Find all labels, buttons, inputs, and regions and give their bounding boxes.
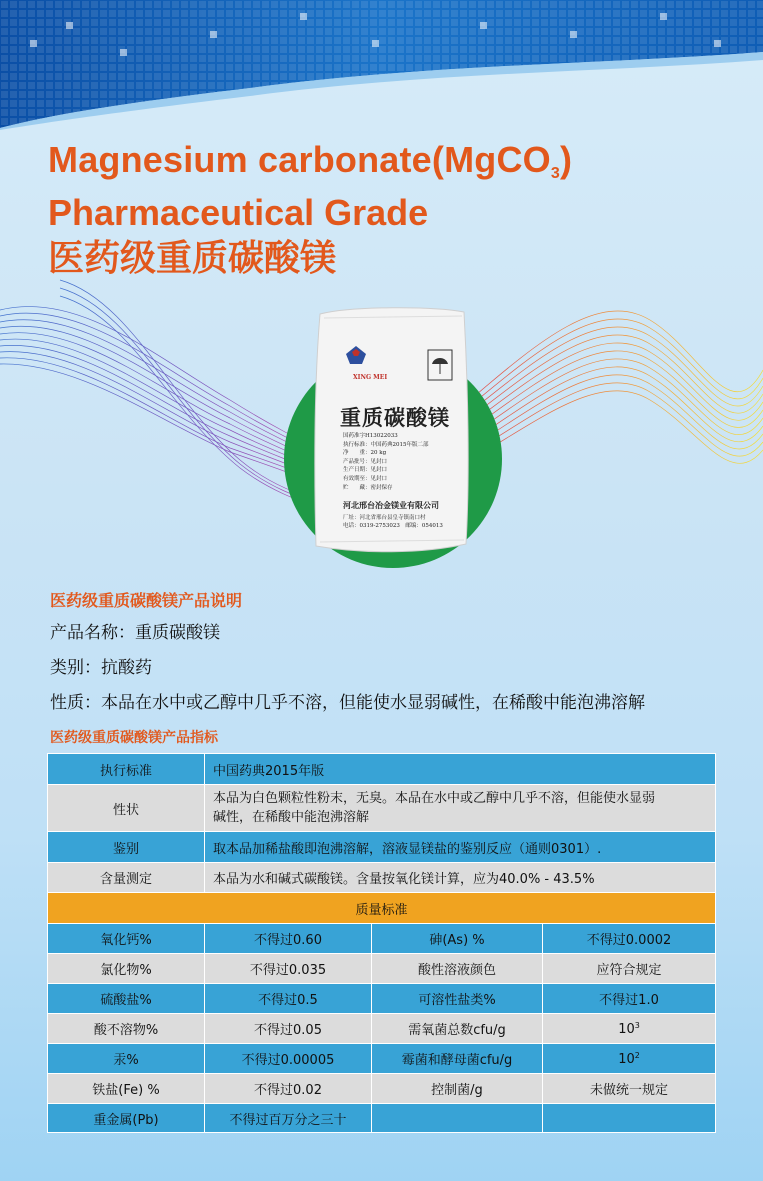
cell: 不得过0.02 (205, 1074, 372, 1104)
table-row (48, 863, 716, 893)
bag-product-name: 重质碳酸镁 (340, 405, 450, 430)
quality-header: 质量标准 (48, 893, 716, 924)
table-row (48, 954, 716, 984)
spec-heading: 医药级重质碳酸镁产品指标 (50, 730, 218, 746)
bag-brand: XING MEI (353, 374, 388, 381)
cell: 不得过0.0002 (543, 924, 716, 954)
cell: 霉菌和酵母菌cfu/g (372, 1044, 543, 1074)
cell: 不得过0.05 (205, 1014, 372, 1044)
product-name-text: 产品名称：重质碳酸镁 (50, 623, 220, 643)
bag-address: 厂址：河北省邢台县皇寺镇南口村 电话：0319-2753023 邮编：054013 (343, 515, 443, 529)
row-label: 含量测定 (48, 863, 205, 893)
cell: 不得过0.00005 (205, 1044, 372, 1074)
table-row (48, 1044, 716, 1074)
table-row (48, 1014, 716, 1044)
table-row (48, 984, 716, 1014)
spec-table (47, 753, 716, 1133)
description-heading: 医药级重质碳酸镁产品说明 (50, 591, 243, 610)
cell: 铁盐(Fe) % (48, 1074, 205, 1104)
cell: $10^2$ (543, 1044, 716, 1074)
cell: 氯化物% (48, 954, 205, 984)
cell: 不得过0.60 (205, 924, 372, 954)
title-english-line1: Magnesium carbonate(MgCO$_3$) (48, 139, 573, 182)
table-row (48, 924, 716, 954)
table-row (48, 785, 716, 832)
cell: 汞% (48, 1044, 205, 1074)
row-label: 鉴别 (48, 832, 205, 863)
cell: 应符合规定 (543, 954, 716, 984)
category-text: 类别：抗酸药 (50, 658, 152, 678)
cell: 控制菌/g (372, 1074, 543, 1104)
cell: 需氧菌总数cfu/g (372, 1014, 543, 1044)
row-value: 中国药典2015年版 (205, 754, 716, 785)
cell: 氧化钙% (48, 924, 205, 954)
table-row (48, 832, 716, 863)
cell: 重金属(Pb) (48, 1104, 205, 1133)
cell (543, 1104, 716, 1133)
title-english-line2: Pharmaceutical Grade (48, 192, 429, 233)
property-text: 性质：本品在水中或乙醇中几乎不溶，但能使水显弱碱性，在稀酸中能泡沸溶解 (50, 693, 645, 713)
header-grid-band (0, 0, 763, 130)
row-value: 本品为白色颗粒性粉末，无臭。本品在水中或乙醇中几乎不溶，但能使水显弱碱性，在稀酸中能泡沸溶解 (205, 785, 716, 832)
table-row (48, 1074, 716, 1104)
bag-company: 河北邢台冶金镁业有限公司 (343, 500, 439, 510)
cell: 未做统一规定 (543, 1074, 716, 1104)
row-value: 本品为水和碱式碳酸镁。含量按氧化镁计算，应为40.0% - 43.5% (205, 863, 716, 893)
cell: 不得过0.035 (205, 954, 372, 984)
cell: 不得过0.5 (205, 984, 372, 1014)
bag-label-lines: 国药准字H13022033 执行标准：中国药典2015年版二部 净 重：20 kg 产品批号：见封口 生产日期：见封口 有效期至：见封口 贮 藏：密封保存 (343, 433, 429, 491)
row-label: 执行标准 (48, 754, 205, 785)
cell: 不得过百万分之三十 (205, 1104, 372, 1133)
row-value: 取本品加稀盐酸即泡沸溶解，溶液显镁盐的鉴别反应（通则0301）. (205, 832, 716, 863)
table-row (48, 754, 716, 785)
row-label: 性状 (48, 785, 205, 832)
cell (372, 1104, 543, 1133)
title-chinese: 医药级重质碳酸镁 (48, 237, 337, 278)
table-row (48, 1104, 716, 1133)
cell: 砷(As) % (372, 924, 543, 954)
quality-header-row (48, 893, 716, 924)
cell: $10^3$ (543, 1014, 716, 1044)
cell: 硫酸盐% (48, 984, 205, 1014)
cell: 不得过1.0 (543, 984, 716, 1014)
cell: 可溶性盐类% (372, 984, 543, 1014)
cell: 酸不溶物% (48, 1014, 205, 1044)
cell: 酸性溶液颜色 (372, 954, 543, 984)
